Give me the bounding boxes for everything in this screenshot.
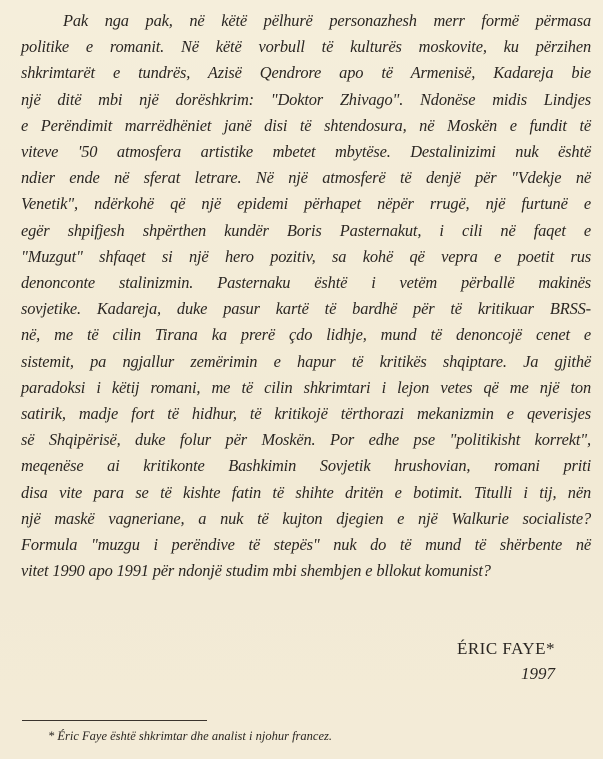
essay-line: politike e romanit. Në këtë vorbull të kulturës moskovite, ku përzihen (21, 37, 591, 57)
essay-line: paradoksi i këtij romani, me të cilin shkrimtari i lejon vetes që me një ton (21, 377, 591, 397)
essay-line: Venetik", ndërkohë që një epidemi përhapet nëpër rrugë, një furtunë e (21, 194, 591, 214)
essay-line: vitet 1990 apo 1991 për ndonjë studim mbi shembjen e bllokut komunist? (21, 561, 491, 581)
essay-line: disa vite para se të kishte fatin të shihte dritën e botimit. Titulli i tij, nën (21, 482, 591, 502)
essay-paragraph (21, 8, 591, 584)
essay-line: sovjetike. Kadareja, duke pasur kartë të bardhë për të kritikuar BRSS- (21, 299, 591, 319)
essay-line: e Perëndimit marrëdhëniet janë disi të shtendosura, në Moskën e fundit të (21, 115, 591, 135)
essay-line: Formula "muzgu i perëndive të stepës" nuk do të mund të shërbente në (21, 535, 591, 555)
essay-line: egër shpifjesh shpërthen kundër Boris Pasternakut, i cili në faqet e (21, 220, 591, 240)
essay-line: një ditë mbi një dorëshkrim: "Doktor Zhivago". Ndonëse midis Lindjes (21, 89, 591, 109)
essay-line: viteve '50 atmosfera artistike mbetet mbytëse. Destalinizimi nuk është (21, 142, 591, 162)
essay-line: Pak nga pak, në këtë pëlhurë personazhesh merr formë përmasa (63, 11, 591, 30)
essay-line: denonconte stalinizmin. Pasternaku është i vetëm përballë makinës (21, 273, 591, 293)
signature-block (457, 638, 555, 686)
essay-line: ndier ende në sferat letrare. Në një atmosferë të denjë për "Vdekje në (21, 168, 591, 188)
essay-line: së Shqipërisë, duke folur për Moskën. Por edhe pse "politikisht korrekt", (21, 430, 591, 450)
publication-year: 1997 (521, 664, 555, 683)
essay-line: në, me të cilin Tirana ka prerë çdo lidhje, mund të denoncojë cenet e (21, 325, 591, 345)
footnote-divider (22, 720, 207, 721)
essay-line: meqenëse ai kritikonte Bashkimin Sovjetik hrushovian, romani priti (21, 456, 591, 476)
essay-line: sistemit, pa ngjallur zemërimin e hapur të kritikës shqiptare. Ja gjithë (21, 351, 591, 371)
essay-line: "Muzgut" shfaqet si një hero pozitiv, sa kohë që vepra e poetit rus (21, 246, 591, 266)
essay-line: satirik, madje fort të hidhur, të kritikojë tërthorazi mekanizmin e qeverisjes (21, 404, 591, 424)
essay-line: shkrimtarët e tundrës, Azisë Qendrore apo të Armenisë, Kadareja bie (21, 63, 591, 83)
footnote: * Éric Faye është shkrimtar dhe analist i njohur francez. (48, 729, 332, 743)
essay-line: një maskë vagneriane, a nuk të kujton djegien e një Walkurie socialiste? (21, 508, 591, 528)
author-name: ÉRIC FAYE* (456, 639, 555, 658)
